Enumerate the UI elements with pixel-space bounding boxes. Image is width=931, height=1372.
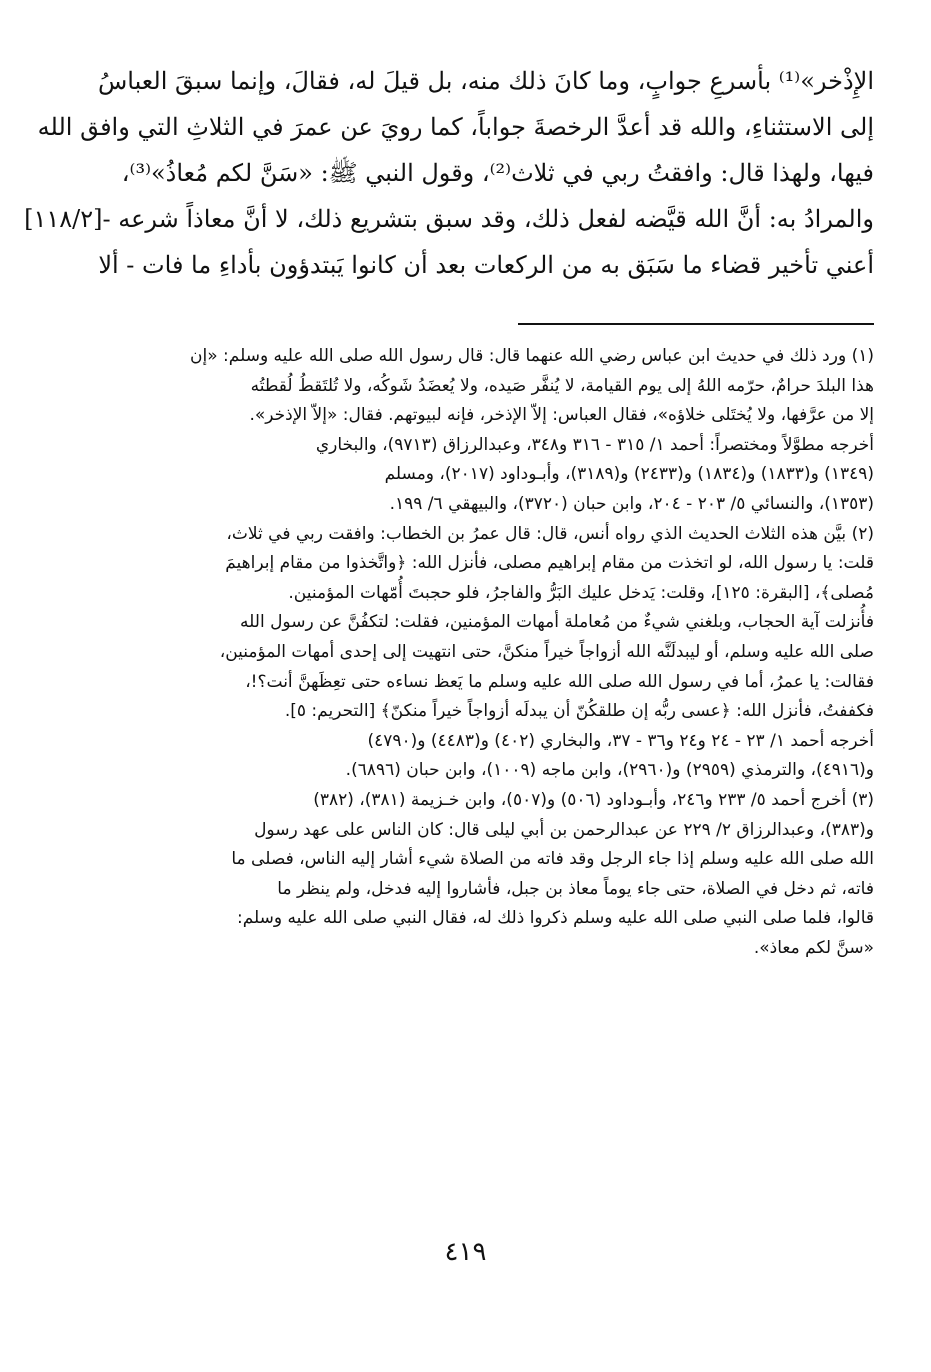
footnote-line: مُصلى﴾، [البقرة: ١٢٥]، وقلت: يَدخل عليك البَرُّ والفاجرُ، فلو حجبتَ أُمّهات المؤمنين. (288, 582, 874, 603)
footnote-line: فكففتُ، فأنزل الله: ﴿عسى ربُّه إن طلقكُنّ أن يبدلَه أزواجاً خيراً منكنّ﴾ [التحريم: ٥]. (284, 701, 874, 722)
footnote-line: «سنَّ لكم معاذ». (753, 937, 874, 958)
main-text-line: الإِذْخر»⁽¹⁾ بأسرعِ جوابٍ، وما كانَ ذلك منه، بل قيلَ له، فقالَ، وإنما سبقَ العباسُ (97, 67, 874, 95)
main-text-line: فيها، ولهذا قال: وافقتُ ربي في ثلاث⁽²⁾، وقول النبي ﷺ: «سَنَّ لكم مُعاذُ»⁽³⁾، (121, 159, 874, 187)
footnote-line: إلا من عرَّفها، ولا يُختَلى خلاؤه»، فقال العباس: إلاّ الإذخر، فإنه لبيوتهم. فقال: «إلاّ الإذخر». (249, 405, 874, 426)
main-text-body (24, 58, 874, 288)
footnotes-section (125, 342, 874, 963)
main-text-line: أعني تأخير قضاء ما سَبَق به من الركعات بعد أن كانوا يَبتدؤون بأداءِ ما فات - ألا (98, 251, 874, 279)
footnote-line: (٣) أخرج أحمد ٥/ ٢٣٣ و٢٤٦، وأبـوداود (٥٠٦) و(٥٠٧)، وابن خـزيمة (٣٨١)، (٣٨٢) (313, 789, 874, 810)
footnote-2 (125, 520, 874, 786)
footnote-3 (125, 786, 874, 964)
footnote-line: قالوا، فلما صلى النبي صلى الله عليه وسلم ذكروا ذلك له، فقال النبي صلى الله عليه وسلم: (237, 908, 874, 929)
footnote-line: فقالت: يا عمرُ، أما في رسول الله صلى الله عليه وسلم ما يَعظ نساءه حتى تعِظَهنَّ أنت؟!، (245, 671, 874, 692)
footnote-line: (١٣٥٣)، والنسائي ٥/ ٢٠٣ - ٢٠٤، وابن حبان (٣٧٢٠)، والبيهقي ٦/ ١٩٩. (389, 493, 874, 514)
main-text-line: والمرادُ به: أنَّ الله قيَّضه لفعل ذلك، وقد سبق بتشريع ذلك، لا أنَّ معاذاً شرعه -[١١٨/٢] (24, 205, 874, 233)
footnote-line: صلى الله عليه وسلم، أو ليبدلَنَّه الله أزواجاً خيراً منكنَّ، حتى انتهيت إلى إحدى أمهات المؤمنين، (219, 641, 874, 662)
footnote-line: (٢) بيَّن هذه الثلاث الحديث الذي رواه أنس، قال: قال عمرُ بن الخطاب: وافقت ربي في ثلاث، (226, 523, 874, 544)
footnote-line: فأُنزلت آية الحجاب، وبلغني شيءٌ من مُعاملة أمهات المؤمنين، فقلت: لتكفُنَّ عن رسول الله (240, 612, 874, 633)
page-number: ٤١٩ (444, 1237, 487, 1267)
footnote-line: هذا البلدَ حرامٌ، حرّمه اللهُ إلى يوم القيامة، لا يُنفَّر صَيده، ولا يُعضَدُ شَوكُه، ولا تُلتَقطُ لُقطتُه (250, 375, 874, 396)
footnote-line: فاته، ثم دخل في الصلاة، حتى جاء يوماً معاذ بن جبل، فأشاروا إليه فدخل، ولم ينظر ما (277, 878, 874, 899)
footnote-line: و(٤٩١٦)، والترمذي (٢٩٥٩) و(٢٩٦٠)، وابن ماجه (١٠٠٩)، وابن حبان (٦٨٩٦). (345, 760, 874, 781)
footnote-line: الله صلى الله عليه وسلم إذا جاء الرجل وقد فاته من الصلاة شيء أشار إليه الناس، فصلى ما (231, 849, 874, 870)
footnote-line: و(٣٨٣)، وعبدالرزاق ٢/ ٢٢٩ عن عبدالرحمن بن أبي ليلى قال: كان الناس على عهد رسول (254, 819, 874, 840)
footnote-line: (١) ورد ذلك في حديث ابن عباس رضي الله عنهما قال: قال رسول الله صلى الله عليه وسلم: «إن (190, 346, 874, 366)
footnote-line: أخرجه أحمد ١/ ٢٣ - ٢٤ و٢٤ و٣٦ - ٣٧، والبخاري (٤٠٢) و(٤٤٨٣) و(٤٧٩٠) (367, 730, 874, 751)
footnote-line: قلت: يا رسول الله، لو اتخذت من مقام إبراهيم مصلى، فأنزل الله: ﴿واتَّخذوا من مقام إبراهيمَ (225, 553, 874, 574)
footnote-divider (518, 323, 874, 325)
footnote-line: أخرجه مطوَّلاً ومختصراً: أحمد ١/ ٣١٥ - ٣١٦ و٣٤٨، وعبدالرزاق (٩٧١٣)، والبخاري (315, 434, 874, 455)
footnote-line: (١٣٤٩) و(١٨٣٣) و(١٨٣٤) و(٢٤٣٣) و(٣١٨٩)، وأبـوداود (٢٠١٧)، ومسلم (384, 464, 874, 485)
main-text-line: إلى الاستثناءِ، والله قد أعدَّ الرخصةَ جواباً، كما رويَ عن عمرَ في الثلاثِ التي وافق الله (37, 113, 874, 141)
footnote-1 (125, 342, 874, 520)
